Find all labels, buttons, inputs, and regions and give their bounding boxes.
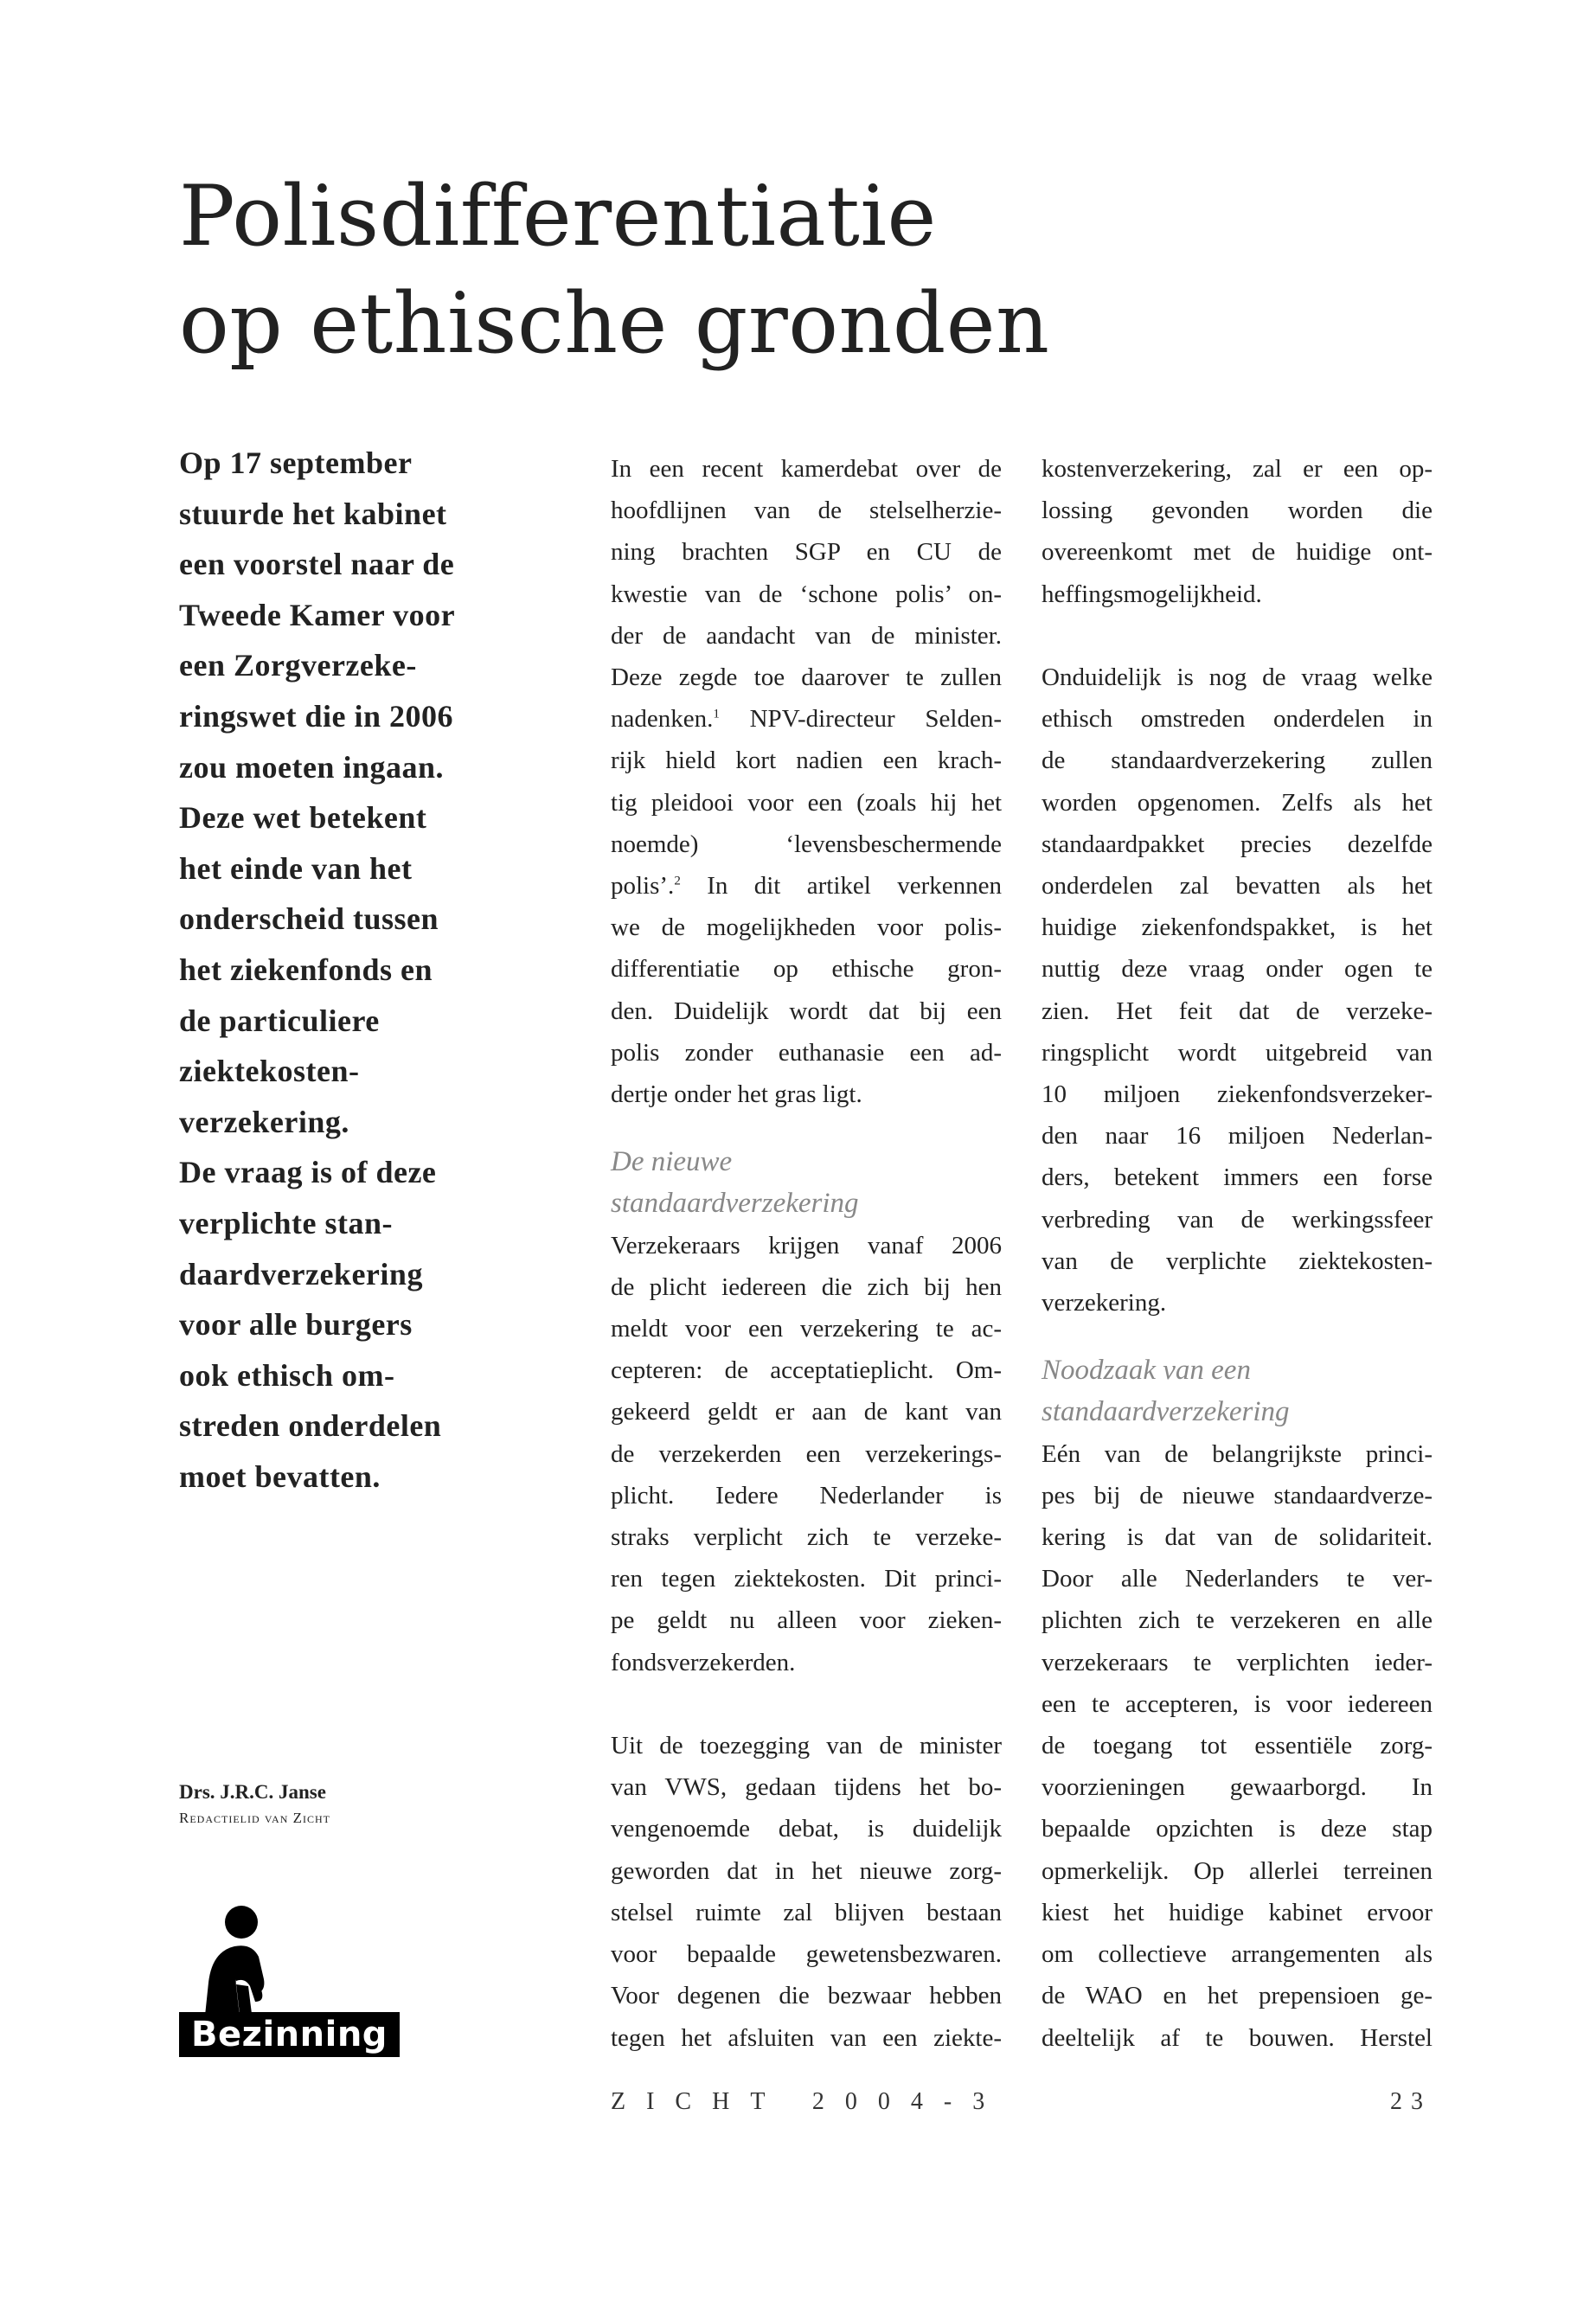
lead-line: ziektekosten-: [179, 1054, 360, 1089]
body-line: de plicht iedereen die zich bij hen: [611, 1272, 1002, 1301]
body-line: de standaardverzekering zullen: [1042, 747, 1433, 775]
body-line: verzekeraars te verplichten ieder-: [1042, 1648, 1433, 1676]
body-line-footnote-1: [611, 698, 1002, 740]
body-line: Deze zegde toe daarover te zullen: [611, 663, 1002, 692]
body-line: straks verplicht zich te verzeke-: [611, 1523, 1002, 1552]
body-line: differentiatie op ethische gron-: [611, 955, 1002, 984]
body-line: Voor degenen die bezwaar hebben: [611, 1982, 1002, 2010]
author-block: [179, 1779, 330, 1830]
page-number: 23: [1390, 2088, 1432, 2115]
lead-line: Tweede Kamer voor: [179, 597, 456, 632]
logo-label: Bezinning: [179, 2012, 400, 2057]
body-column-3: [1042, 448, 1433, 2059]
bezinning-logo: [179, 1903, 400, 2057]
body-column-2: [611, 448, 1002, 2059]
footnote-ref-2[interactable]: 2: [674, 874, 681, 888]
body-line: verzekering.: [1042, 1289, 1167, 1317]
body-text: nadenken.: [611, 705, 714, 734]
section-heading: standaardverzekering: [611, 1188, 859, 1220]
body-line: meldt voor een verzekering te ac-: [611, 1315, 1002, 1343]
body-line: dertje onder het gras ligt.: [611, 1080, 862, 1109]
body-line: worden opgenomen. Zelfs als het: [1042, 788, 1433, 817]
body-line: gekeerd geldt er aan de kant van: [611, 1398, 1002, 1426]
body-line: de toegang tot essentiële zorg-: [1042, 1732, 1433, 1760]
body-line: overeenkomt met de huidige ont-: [1042, 538, 1433, 567]
body-line: fondsverzekerden.: [611, 1648, 796, 1676]
body-line-footnote-2: [611, 865, 1002, 907]
body-line: bepaalde opzichten is deze stap: [1042, 1815, 1433, 1843]
body-line: der de aandacht van de minister.: [611, 621, 1002, 650]
body-line: pe geldt nu alleen voor zieken-: [611, 1606, 1002, 1635]
lead-line: onderscheid tussen: [179, 901, 439, 937]
body-line: pes bij de nieuwe standaardverze-: [1042, 1481, 1433, 1509]
body-line: verbreding van de werkingssfeer: [1042, 1205, 1433, 1234]
body-line: den naar 16 miljoen Nederlan-: [1042, 1122, 1433, 1150]
body-line: om collectieve arrangementen als: [1042, 1940, 1433, 1969]
body-text: In dit artikel verkennen: [680, 872, 1002, 901]
body-line: tig pleidooi voor een (zoals hij het: [611, 788, 1002, 817]
body-line: polis zonder euthanasie een ad-: [611, 1038, 1002, 1067]
footer-magazine: ZICHT 2004-3: [611, 2088, 1006, 2115]
body-line: van de verplichte ziektekosten-: [1042, 1247, 1433, 1275]
body-line: ringsplicht wordt uitgebreid van: [1042, 1038, 1433, 1067]
body-line: ethisch omstreden onderdelen in: [1042, 705, 1433, 734]
thinker-icon: [179, 1903, 400, 2016]
body-line: ning brachten SGP en CU de: [611, 538, 1002, 567]
author-name: Drs. J.R.C. Janse: [179, 1781, 326, 1803]
body-line: Verzekeraars krijgen vanaf 2006: [611, 1231, 1002, 1259]
body-line: kiest het huidige kabinet ervoor: [1042, 1898, 1433, 1926]
body-text: NPV-directeur Selden-: [719, 705, 1002, 734]
lead-line: het ziekenfonds en: [179, 952, 433, 987]
body-line: huidige ziekenfondspakket, is het: [1042, 913, 1433, 942]
body-line: kostenverzekering, zal er een op-: [1042, 455, 1433, 483]
body-line: hoofdlijnen van de stelselherzie-: [611, 497, 1002, 525]
body-line: geworden dat in het nieuwe zorg-: [611, 1856, 1002, 1885]
body-line: In een recent kamerdebat over de: [611, 455, 1002, 483]
body-line: Door alle Nederlanders te ver-: [1042, 1565, 1433, 1593]
body-line: rijk hield kort nadien een krach-: [611, 747, 1002, 775]
body-line: kwestie van de ‘schone polis’ on-: [611, 580, 1002, 608]
body-line: cepteren: de acceptatieplicht. Om-: [611, 1356, 1002, 1385]
body-line: een te accepteren, is voor iedereen: [1042, 1689, 1433, 1718]
title-line-2: op ethische gronden: [179, 275, 1050, 372]
lead-paragraph: [179, 438, 508, 1502]
lead-line: streden onderdelen: [179, 1408, 442, 1444]
article-title: [179, 163, 1049, 377]
body-line: van VWS, gedaan tijdens het bo-: [611, 1773, 1002, 1802]
lead-line: verplichte stan-: [179, 1205, 393, 1240]
section-heading: De nieuwe: [611, 1146, 733, 1178]
section-heading: Noodzaak van een: [1042, 1355, 1251, 1387]
lead-line: Op 17 september: [179, 445, 413, 480]
body-line: heffingsmogelijkheid.: [1042, 580, 1262, 608]
lead-line: een Zorgverzeke-: [179, 648, 417, 683]
lead-line: een voorstel naar de: [179, 547, 455, 582]
lead-line: stuurde het kabinet: [179, 496, 447, 531]
body-line: onderdelen zal bevatten als het: [1042, 872, 1433, 901]
section-heading: standaardverzekering: [1042, 1396, 1290, 1428]
author-role: Redactielid van Zicht: [179, 1810, 330, 1826]
body-line: tegen het afsluiten van een ziekte-: [611, 2023, 1002, 2052]
footnote-ref-1[interactable]: 1: [713, 707, 720, 721]
body-line: plicht. Iedere Nederlander is: [611, 1481, 1002, 1509]
body-line: zien. Het feit dat de verzeke-: [1042, 997, 1433, 1025]
body-line: kering is dat van de solidariteit.: [1042, 1523, 1433, 1552]
body-line: voorzieningen gewaarborgd. In: [1042, 1773, 1433, 1802]
lead-line: De vraag is of deze: [179, 1155, 437, 1190]
lead-line: moet bevatten.: [179, 1458, 381, 1494]
body-line: Eén van de belangrijkste princi-: [1042, 1439, 1433, 1468]
lead-line: verzekering.: [179, 1104, 349, 1139]
body-line: ren tegen ziektekosten. Dit princi-: [611, 1565, 1002, 1593]
body-line: opmerkelijk. Op allerlei terreinen: [1042, 1856, 1433, 1885]
body-line: stelsel ruimte zal blijven bestaan: [611, 1898, 1002, 1926]
body-line: plichten zich te verzekeren en alle: [1042, 1606, 1433, 1635]
body-line: de verzekerden een verzekerings-: [611, 1439, 1002, 1468]
lead-line: daardverzekering: [179, 1256, 423, 1292]
body-line: Uit de toezegging van de minister: [611, 1732, 1002, 1760]
body-line: de WAO en het prepensioen ge-: [1042, 1982, 1433, 2010]
body-line: lossing gevonden worden die: [1042, 497, 1433, 525]
lead-line: het einde van het: [179, 850, 413, 886]
body-line: standaardpakket precies dezelfde: [1042, 830, 1433, 858]
body-text: polis’.: [611, 872, 675, 901]
body-line: den. Duidelijk wordt dat bij een: [611, 997, 1002, 1025]
body-line: noemde) ‘levensbeschermende: [611, 830, 1002, 858]
body-line: 10 miljoen ziekenfondsverzeker-: [1042, 1080, 1433, 1109]
lead-line: ook ethisch om-: [179, 1357, 395, 1393]
body-line: Onduidelijk is nog de vraag welke: [1042, 663, 1433, 691]
body-line: nuttig deze vraag onder ogen te: [1042, 955, 1433, 984]
lead-line: ringswet die in 2006: [179, 698, 454, 734]
lead-line: zou moeten ingaan.: [179, 749, 444, 785]
body-line: voor bepaalde gewetensbezwaren.: [611, 1940, 1002, 1969]
body-line: ders, betekent immers een forse: [1042, 1163, 1433, 1192]
body-line: vengenoemde debat, is duidelijk: [611, 1815, 1002, 1843]
lead-line: Deze wet betekent: [179, 800, 427, 836]
lead-line: de particuliere: [179, 1003, 380, 1038]
body-line: we de mogelijkheden voor polis-: [611, 913, 1002, 942]
lead-line: voor alle burgers: [179, 1307, 413, 1343]
title-line-1: Polisdifferentiatie: [179, 168, 937, 265]
body-line: deeltelijk af te bouwen. Herstel: [1042, 2023, 1433, 2052]
